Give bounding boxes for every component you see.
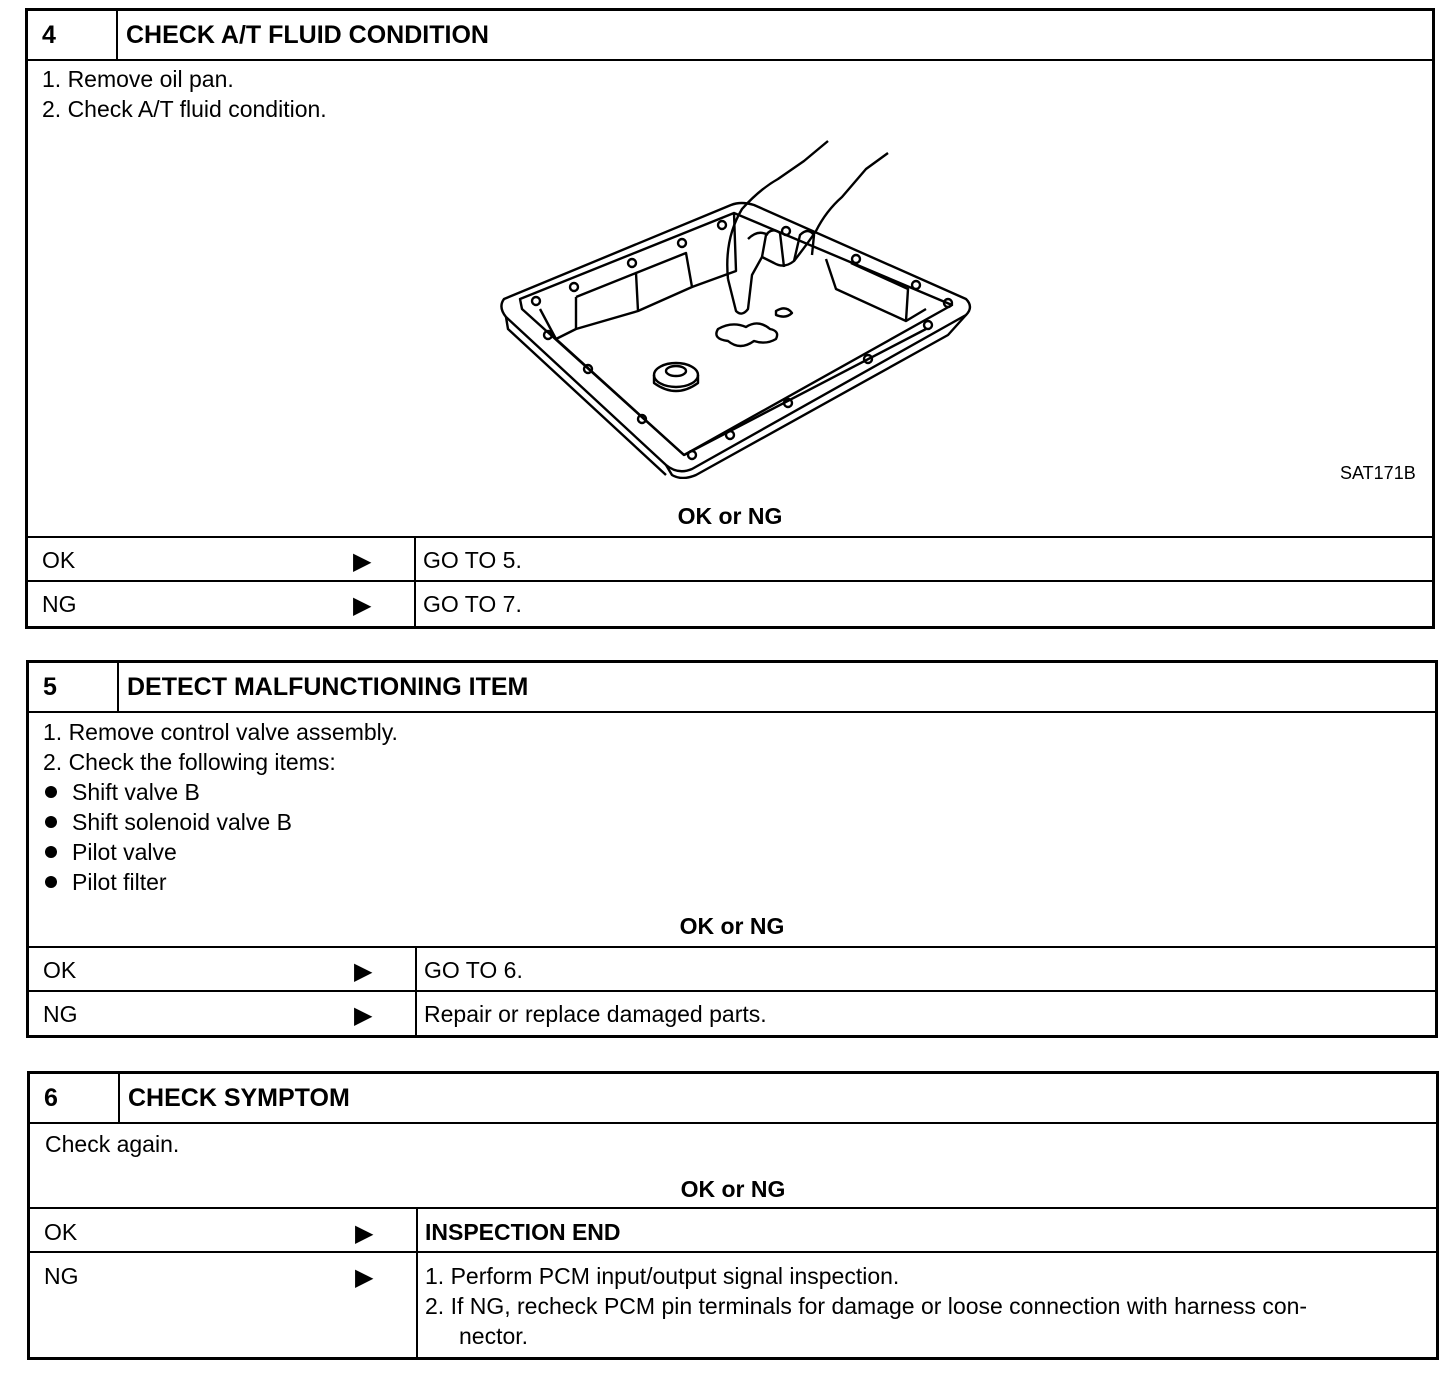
instruction-line: 2. Check the following items:	[43, 749, 336, 775]
step-number: 5	[29, 663, 119, 711]
check-item: Shift valve B	[45, 779, 200, 806]
outcome-row-ok	[29, 946, 1435, 992]
decision-label: OK or NG	[679, 913, 785, 939]
arrow-icon: ▶	[354, 1002, 373, 1029]
step-header	[30, 1074, 1436, 1124]
outcome-result	[414, 538, 1432, 582]
outcome-label: OK	[44, 1219, 78, 1245]
figure-id: SAT171B	[1340, 463, 1416, 483]
result-text: Repair or replace damaged parts.	[424, 1001, 767, 1027]
outcome-result	[414, 582, 1432, 628]
instruction-line: 1. Remove oil pan.	[42, 66, 234, 92]
result-line: 1. Perform PCM input/output signal inspection.	[425, 1263, 900, 1289]
arrow-icon: ▶	[355, 1264, 374, 1291]
outcome-label: NG	[42, 591, 77, 617]
result-text: INSPECTION END	[425, 1219, 621, 1245]
outcome-result	[416, 1253, 1436, 1359]
outcome-row-ng	[28, 580, 1432, 628]
outcome-row-ng	[29, 990, 1435, 1037]
decision-label: OK or NG	[677, 503, 783, 529]
outcome-row-ok	[30, 1207, 1436, 1253]
outcome-result	[416, 1209, 1436, 1253]
step-title: DETECT MALFUNCTIONING ITEM	[127, 672, 529, 701]
step-number: 6	[30, 1074, 120, 1122]
step-header	[29, 663, 1435, 713]
oil-pan-illustration	[496, 139, 976, 479]
outcome-row-ok	[28, 536, 1432, 582]
instruction-line: Check again.	[45, 1131, 180, 1157]
step-number: 4	[28, 11, 118, 59]
outcome-label: OK	[42, 547, 76, 573]
instruction-line: 2. Check A/T fluid condition.	[42, 96, 327, 122]
outcome-result	[415, 992, 1435, 1037]
step-6-box	[27, 1071, 1439, 1360]
outcome-row-ng	[30, 1251, 1436, 1359]
step-4-box	[25, 8, 1435, 629]
outcome-label: OK	[43, 957, 77, 983]
step-title: CHECK SYMPTOM	[128, 1083, 350, 1112]
bullet-icon	[45, 816, 57, 828]
outcome-label: NG	[43, 1001, 78, 1027]
result-text: GO TO 7.	[423, 591, 522, 617]
instruction-line: 1. Remove control valve assembly.	[43, 719, 398, 745]
arrow-icon: ▶	[353, 592, 372, 619]
check-item: Pilot valve	[45, 839, 177, 866]
result-text: GO TO 6.	[424, 957, 523, 983]
result-line: nector.	[459, 1323, 529, 1349]
outcome-label: NG	[44, 1263, 79, 1289]
check-item: Shift solenoid valve B	[45, 809, 292, 836]
arrow-icon: ▶	[354, 958, 373, 985]
outcome-result	[415, 948, 1435, 992]
step-title: CHECK A/T FLUID CONDITION	[126, 20, 489, 49]
check-item: Pilot filter	[45, 869, 167, 896]
bullet-icon	[45, 846, 57, 858]
result-line: 2. If NG, recheck PCM pin terminals for damage or loose connection with harness con-	[425, 1293, 1308, 1319]
bullet-icon	[45, 786, 57, 798]
result-text: GO TO 5.	[423, 547, 522, 573]
bullet-icon	[45, 876, 57, 888]
step-header	[28, 11, 1432, 61]
decision-label: OK or NG	[680, 1176, 786, 1202]
arrow-icon: ▶	[353, 548, 372, 575]
arrow-icon: ▶	[355, 1220, 374, 1247]
step-5-box	[26, 660, 1438, 1038]
